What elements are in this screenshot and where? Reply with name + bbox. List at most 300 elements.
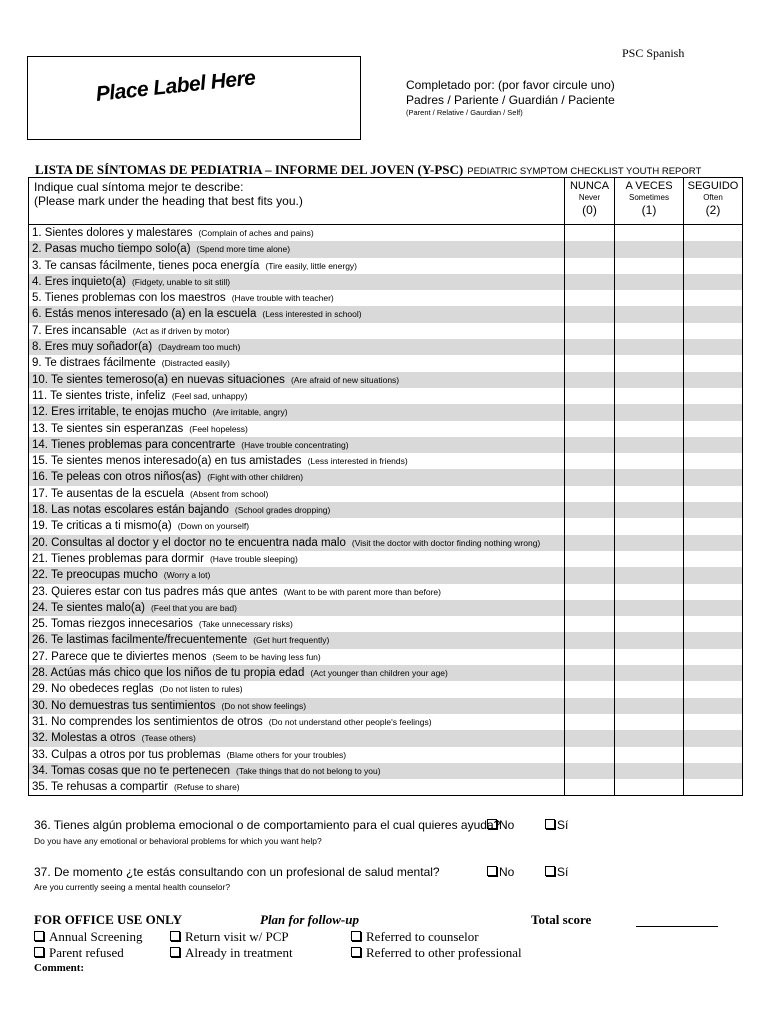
table-row — [29, 616, 742, 632]
table-row — [29, 274, 742, 290]
option-referred-counselor[interactable] — [351, 929, 479, 945]
symptom-text — [29, 714, 564, 730]
answer-cell-sometimes[interactable] — [614, 469, 683, 485]
q36-text-en: Do you have any emotional or behavioral problems for which you want help? — [34, 836, 322, 846]
answer-cell-sometimes[interactable] — [614, 681, 683, 697]
table-row — [29, 241, 742, 257]
symptom-es: 19. Te criticas a ti mismo(a) — [32, 520, 172, 533]
answer-cell-never[interactable] — [564, 584, 614, 600]
answer-cell-sometimes[interactable] — [614, 779, 683, 795]
answer-cell-often[interactable] — [683, 258, 742, 274]
symptom-en: (Feel that you are bad) — [150, 602, 237, 613]
symptom-es: 5. Tienes problemas con los maestros — [32, 292, 226, 305]
symptom-es: 12. Eres irritable, te enojas mucho — [32, 406, 207, 419]
answer-cell-sometimes[interactable] — [614, 339, 683, 355]
symptom-es: 32. Molestas a otros — [32, 732, 136, 745]
table-row — [29, 372, 742, 388]
q37-yes-option[interactable] — [545, 865, 568, 879]
table-row — [29, 665, 742, 681]
answer-cell-often[interactable] — [683, 551, 742, 567]
symptom-text — [29, 551, 564, 567]
symptom-text — [29, 421, 564, 437]
answer-cell-often[interactable] — [683, 274, 742, 290]
symptom-text — [29, 584, 564, 600]
table-row — [29, 306, 742, 322]
table-row — [29, 290, 742, 306]
checkbox-icon[interactable] — [170, 947, 180, 957]
answer-cell-often[interactable] — [683, 355, 742, 371]
symptom-en: (Feel hopeless) — [189, 423, 248, 434]
checkbox-icon[interactable] — [170, 931, 180, 941]
q36-text: 36. Tienes algún problema emocional o de comportamiento para el cual quieres ayuda? — [34, 818, 501, 832]
answer-cell-never[interactable] — [564, 404, 614, 420]
symptom-es: 33. Culpas a otros por tus problemas — [32, 748, 221, 761]
answer-cell-sometimes[interactable] — [614, 730, 683, 746]
symptom-text — [29, 747, 564, 763]
table-row — [29, 323, 742, 339]
symptom-en: (Take unnecessary risks) — [198, 619, 293, 630]
symptom-text — [29, 258, 564, 274]
table-row — [29, 763, 742, 779]
symptom-es: 14. Tienes problemas para concentrarte — [32, 438, 236, 451]
symptom-es: 3. Te cansas fácilmente, tienes poca energía — [32, 259, 260, 272]
symptom-en: (Refuse to share) — [173, 782, 240, 793]
symptom-en: (Do not understand other people's feelings) — [268, 716, 432, 727]
table-row — [29, 747, 742, 763]
answer-cell-sometimes[interactable] — [614, 306, 683, 322]
answer-cell-never[interactable] — [564, 747, 614, 763]
symptom-en: (Absent from school) — [189, 488, 269, 499]
answer-cell-sometimes[interactable] — [614, 747, 683, 763]
symptom-en: (Take things that do not belong to you) — [235, 765, 381, 776]
symptom-text — [29, 502, 564, 518]
column-often-es: SEGUIDO — [687, 180, 739, 192]
answer-cell-never[interactable] — [564, 258, 614, 274]
completed-by-section — [406, 78, 615, 118]
symptom-es: 15. Te sientes menos interesado(a) en tus amistades — [32, 455, 302, 468]
option-label: Referred to other professional — [366, 945, 522, 960]
symptom-es: 7. Eres incansable — [32, 324, 127, 337]
q37-no-option[interactable] — [487, 865, 514, 879]
answer-cell-sometimes[interactable] — [614, 763, 683, 779]
symptom-en: (Down on yourself) — [177, 521, 250, 532]
comment-label: Comment: — [34, 962, 85, 974]
symptom-es: 34. Tomas cosas que no te pertenecen — [32, 764, 230, 777]
table-row — [29, 567, 742, 583]
answer-cell-often[interactable] — [683, 372, 742, 388]
answer-cell-often[interactable] — [683, 714, 742, 730]
symptom-es: 9. Te distraes fácilmente — [32, 357, 156, 370]
column-never — [564, 178, 614, 224]
label-placeholder: Place Label Here — [94, 66, 257, 106]
answer-cell-often[interactable] — [683, 404, 742, 420]
symptom-en: (Less interested in school) — [262, 309, 362, 320]
symptom-text — [29, 306, 564, 322]
column-sometimes — [614, 178, 683, 224]
symptom-en: (Daydream too much) — [158, 342, 241, 353]
answer-cell-never[interactable] — [564, 763, 614, 779]
option-label: Referred to counselor — [366, 929, 479, 944]
answer-cell-often[interactable] — [683, 306, 742, 322]
symptom-text — [29, 241, 564, 257]
answer-cell-often[interactable] — [683, 453, 742, 469]
symptom-text — [29, 225, 564, 241]
answer-cell-never[interactable] — [564, 730, 614, 746]
answer-cell-sometimes[interactable] — [614, 502, 683, 518]
answer-cell-never[interactable] — [564, 323, 614, 339]
table-row — [29, 649, 742, 665]
table-row — [29, 339, 742, 355]
answer-cell-sometimes[interactable] — [614, 567, 683, 583]
symptom-en: (Fight with other children) — [207, 472, 304, 483]
total-score-field[interactable] — [636, 926, 718, 927]
table-body — [29, 225, 742, 795]
symptom-es: 21. Tienes problemas para dormir — [32, 552, 204, 565]
answer-cell-often[interactable] — [683, 632, 742, 648]
symptom-text — [29, 453, 564, 469]
answer-cell-often[interactable] — [683, 225, 742, 241]
symptom-en: (Seem to be having less fun) — [212, 651, 321, 662]
symptom-en: (Fidgety, unable to sit still) — [131, 276, 231, 287]
symptom-en: (Are irritable, angry) — [212, 407, 288, 418]
answer-cell-sometimes[interactable] — [614, 225, 683, 241]
q36-no-option[interactable] — [487, 818, 514, 832]
symptom-text — [29, 616, 564, 632]
symptom-text — [29, 518, 564, 534]
symptom-en: (Have trouble concentrating) — [241, 439, 349, 450]
table-row — [29, 225, 742, 241]
answer-cell-never[interactable] — [564, 421, 614, 437]
symptom-es: 16. Te peleas con otros niños(as) — [32, 471, 202, 484]
option-referred-other[interactable] — [351, 945, 522, 961]
answer-cell-often[interactable] — [683, 323, 742, 339]
table-row — [29, 518, 742, 534]
symptom-en: (Blame others for your troubles) — [226, 749, 347, 760]
form-title-sub: PEDIATRIC SYMPTOM CHECKLIST YOUTH REPORT — [467, 166, 702, 177]
symptom-es: 27. Parece que te diviertes menos — [32, 650, 207, 663]
option-annual-screening[interactable] — [34, 929, 143, 945]
symptom-es: 10. Te sientes temeroso(a) en nuevas situaciones — [32, 373, 285, 386]
answer-cell-sometimes[interactable] — [614, 714, 683, 730]
symptom-en: (Less interested in friends) — [307, 456, 408, 467]
symptom-text — [29, 290, 564, 306]
office-use-title: FOR OFFICE USE ONLY — [34, 912, 182, 927]
symptom-text — [29, 388, 564, 404]
answer-cell-often[interactable] — [683, 600, 742, 616]
answer-cell-sometimes[interactable] — [614, 649, 683, 665]
completed-by-instruction: Completado por: (por favor circule uno) — [406, 78, 615, 92]
answer-cell-never[interactable] — [564, 600, 614, 616]
answer-cell-sometimes[interactable] — [614, 518, 683, 534]
symptom-text — [29, 535, 564, 551]
answer-cell-often[interactable] — [683, 339, 742, 355]
table-row — [29, 584, 742, 600]
answer-cell-sometimes[interactable] — [614, 372, 683, 388]
table-row — [29, 600, 742, 616]
symptom-es: 6. Estás menos interesado (a) en la escuela — [32, 308, 257, 321]
table-row — [29, 258, 742, 274]
symptom-text — [29, 665, 564, 681]
answer-cell-never[interactable] — [564, 290, 614, 306]
answer-cell-never[interactable] — [564, 649, 614, 665]
answer-cell-never[interactable] — [564, 241, 614, 257]
total-score-label: Total score — [531, 912, 592, 927]
follow-up-plan-heading: Plan for follow-up — [260, 912, 359, 927]
answer-cell-sometimes[interactable] — [614, 486, 683, 502]
answer-cell-sometimes[interactable] — [614, 632, 683, 648]
table-row — [29, 453, 742, 469]
answer-cell-sometimes[interactable] — [614, 290, 683, 306]
answer-cell-never[interactable] — [564, 632, 614, 648]
symptom-text — [29, 339, 564, 355]
answer-cell-often[interactable] — [683, 388, 742, 404]
symptom-en: (Complain of aches and pains) — [198, 228, 314, 238]
symptom-es: 26. Te lastimas facilmente/frecuentemente — [32, 634, 248, 647]
column-often-score: (2) — [705, 203, 721, 217]
symptom-es: 22. Te preocupas mucho — [32, 569, 158, 582]
checkbox-icon[interactable] — [34, 931, 44, 941]
symptom-en: (Get hurt frequently) — [253, 635, 330, 646]
column-sometimes-es: A VECES — [625, 180, 673, 192]
symptom-es: 13. Te sientes sin esperanzas — [32, 422, 184, 435]
answer-cell-never[interactable] — [564, 486, 614, 502]
table-row — [29, 551, 742, 567]
symptom-en: (Do not show feelings) — [221, 700, 307, 711]
checkbox-icon[interactable] — [351, 947, 361, 957]
answer-cell-never[interactable] — [564, 567, 614, 583]
answer-cell-often[interactable] — [683, 681, 742, 697]
symptom-text — [29, 437, 564, 453]
answer-cell-often[interactable] — [683, 616, 742, 632]
symptom-en: (Act younger than children your age) — [310, 668, 448, 679]
table-row — [29, 698, 742, 714]
symptom-text — [29, 698, 564, 714]
symptom-es: 30. No demuestras tus sentimientos — [32, 699, 216, 712]
symptom-text — [29, 372, 564, 388]
answer-cell-sometimes[interactable] — [614, 274, 683, 290]
table-row — [29, 421, 742, 437]
symptom-text — [29, 779, 564, 795]
answer-cell-sometimes[interactable] — [614, 437, 683, 453]
option-parent-refused[interactable] — [34, 945, 124, 961]
column-often — [683, 178, 742, 224]
completed-by-options-en: (Parent / Relative / Gaurdian / Self) — [406, 108, 523, 117]
answer-cell-often[interactable] — [683, 421, 742, 437]
table-row — [29, 437, 742, 453]
answer-cell-often[interactable] — [683, 649, 742, 665]
symptom-en: (Distracted easily) — [161, 358, 230, 369]
answer-cell-sometimes[interactable] — [614, 600, 683, 616]
table-row — [29, 502, 742, 518]
q37-no-label: No — [499, 865, 515, 879]
answer-cell-sometimes[interactable] — [614, 535, 683, 551]
q37-text-en: Are you currently seeing a mental health counselor? — [34, 882, 231, 892]
symptom-en: (Have trouble with teacher) — [231, 293, 334, 304]
answer-cell-often[interactable] — [683, 763, 742, 779]
symptom-en: (Spend more time alone) — [196, 244, 291, 255]
answer-cell-often[interactable] — [683, 535, 742, 551]
column-never-es: NUNCA — [569, 180, 610, 192]
answer-cell-often[interactable] — [683, 290, 742, 306]
answer-cell-sometimes[interactable] — [614, 258, 683, 274]
answer-cell-often[interactable] — [683, 486, 742, 502]
symptom-text — [29, 600, 564, 616]
option-label: Return visit w/ PCP — [185, 929, 289, 944]
symptom-es: 1. Sientes dolores y malestares — [32, 227, 193, 239]
q36-yes-option[interactable] — [545, 818, 568, 832]
column-sometimes-score: (1) — [641, 203, 657, 217]
answer-cell-never[interactable] — [564, 355, 614, 371]
table-row — [29, 681, 742, 697]
answer-cell-never[interactable] — [564, 535, 614, 551]
answer-cell-often[interactable] — [683, 665, 742, 681]
answer-cell-sometimes[interactable] — [614, 584, 683, 600]
symptom-es: 17. Te ausentas de la escuela — [32, 487, 184, 500]
q36-no-label: No — [499, 818, 515, 832]
answer-cell-sometimes[interactable] — [614, 551, 683, 567]
column-often-en: Often — [703, 193, 723, 202]
answer-cell-never[interactable] — [564, 714, 614, 730]
option-return-visit[interactable] — [170, 929, 289, 945]
answer-cell-often[interactable] — [683, 584, 742, 600]
checkbox-icon[interactable] — [487, 819, 497, 829]
option-already-in-treatment[interactable] — [170, 945, 293, 961]
table-instruction — [29, 178, 564, 224]
answer-cell-often[interactable] — [683, 698, 742, 714]
column-sometimes-en: Sometimes — [628, 193, 669, 202]
symptom-en: (Have trouble sleeping) — [209, 553, 298, 564]
column-never-en: Never — [578, 193, 601, 202]
option-label: Already in treatment — [185, 945, 293, 960]
symptom-text — [29, 355, 564, 371]
answer-cell-never[interactable] — [564, 274, 614, 290]
symptom-en: (Act as if driven by motor) — [132, 325, 230, 336]
answer-cell-sometimes[interactable] — [614, 355, 683, 371]
symptom-en: (Tire easily, little energy) — [265, 260, 358, 271]
answer-cell-sometimes[interactable] — [614, 665, 683, 681]
answer-cell-sometimes[interactable] — [614, 453, 683, 469]
symptom-es: 28. Actúas más chico que los niños de tu propia edad — [32, 667, 305, 680]
symptom-es: 18. Las notas escolares están bajando — [32, 504, 229, 517]
answer-cell-never[interactable] — [564, 306, 614, 322]
symptom-text — [29, 763, 564, 779]
symptom-es: 8. Eres muy soñador(a) — [32, 341, 153, 354]
symptom-en: (Visit the doctor with doctor finding nothing wrong) — [351, 537, 541, 548]
answer-cell-never[interactable] — [564, 779, 614, 795]
symptom-es: 29. No obedeces reglas — [32, 683, 154, 696]
checkbox-icon[interactable] — [34, 947, 44, 957]
answer-cell-never[interactable] — [564, 437, 614, 453]
symptom-text — [29, 469, 564, 485]
table-row — [29, 535, 742, 551]
symptom-text — [29, 404, 564, 420]
checkbox-icon[interactable] — [487, 866, 497, 876]
symptom-en: (Want to be with parent more than before) — [283, 586, 441, 597]
answer-cell-sometimes[interactable] — [614, 241, 683, 257]
symptom-es: 24. Te sientes malo(a) — [32, 601, 145, 614]
option-label: Parent refused — [49, 945, 124, 960]
q37-yes-label: Sí — [557, 865, 569, 879]
table-row — [29, 730, 742, 746]
answer-cell-often[interactable] — [683, 747, 742, 763]
symptom-es: 35. Te rehusas a compartir — [32, 781, 168, 794]
answer-cell-never[interactable] — [564, 665, 614, 681]
checkbox-icon[interactable] — [351, 931, 361, 941]
answer-cell-sometimes[interactable] — [614, 616, 683, 632]
symptom-table — [28, 177, 743, 796]
symptom-text — [29, 632, 564, 648]
answer-cell-sometimes[interactable] — [614, 323, 683, 339]
answer-cell-often[interactable] — [683, 437, 742, 453]
symptom-text — [29, 323, 564, 339]
answer-cell-never[interactable] — [564, 551, 614, 567]
table-row — [29, 469, 742, 485]
answer-cell-sometimes[interactable] — [614, 421, 683, 437]
table-row — [29, 355, 742, 371]
answer-cell-often[interactable] — [683, 241, 742, 257]
answer-cell-sometimes[interactable] — [614, 698, 683, 714]
answer-cell-often[interactable] — [683, 730, 742, 746]
answer-cell-often[interactable] — [683, 469, 742, 485]
table-header — [29, 178, 742, 225]
answer-cell-never[interactable] — [564, 698, 614, 714]
table-row — [29, 779, 742, 795]
symptom-es: 11. Te sientes triste, infeliz — [32, 389, 166, 402]
answer-cell-never[interactable] — [564, 681, 614, 697]
answer-cell-often[interactable] — [683, 518, 742, 534]
option-label: Annual Screening — [49, 929, 143, 944]
answer-cell-often[interactable] — [683, 779, 742, 795]
checkbox-icon[interactable] — [545, 866, 555, 876]
symptom-text — [29, 486, 564, 502]
answer-cell-never[interactable] — [564, 388, 614, 404]
answer-cell-never[interactable] — [564, 616, 614, 632]
answer-cell-never[interactable] — [564, 502, 614, 518]
answer-cell-never[interactable] — [564, 469, 614, 485]
symptom-es: 31. No comprendes los sentimientos de otros — [32, 715, 263, 728]
symptom-text — [29, 730, 564, 746]
answer-cell-sometimes[interactable] — [614, 388, 683, 404]
answer-cell-never[interactable] — [564, 453, 614, 469]
label-area — [27, 56, 361, 140]
answer-cell-never[interactable] — [564, 372, 614, 388]
checkbox-icon[interactable] — [545, 819, 555, 829]
symptom-es: 4. Eres inquieto(a) — [32, 275, 126, 288]
completed-by-options[interactable]: Padres / Pariente / Guardián / Paciente — [406, 93, 615, 107]
symptom-en: (Are afraid of new situations) — [290, 374, 400, 385]
answer-cell-never[interactable] — [564, 518, 614, 534]
q37-text: 37. De momento ¿te estás consultando con un profesional de salud mental? — [34, 865, 440, 879]
symptom-text — [29, 649, 564, 665]
symptom-en: (Do not listen to rules) — [159, 684, 243, 695]
symptom-es: 2. Pasas mucho tiempo solo(a) — [32, 243, 191, 256]
table-row — [29, 404, 742, 420]
answer-cell-never[interactable] — [564, 225, 614, 241]
q36-yes-label: Sí — [557, 818, 569, 832]
symptom-en: (School grades dropping) — [234, 505, 331, 516]
table-row — [29, 714, 742, 730]
answer-cell-sometimes[interactable] — [614, 404, 683, 420]
symptom-text — [29, 681, 564, 697]
answer-cell-often[interactable] — [683, 567, 742, 583]
symptom-en: (Worry a lot) — [163, 570, 211, 581]
answer-cell-never[interactable] — [564, 339, 614, 355]
form-code: PSC Spanish — [622, 46, 685, 60]
symptom-es: 23. Quieres estar con tus padres más que antes — [32, 585, 278, 598]
answer-cell-often[interactable] — [683, 502, 742, 518]
instruction-es: Indique cual síntoma mejor te describe: — [34, 180, 244, 194]
symptom-text — [29, 274, 564, 290]
